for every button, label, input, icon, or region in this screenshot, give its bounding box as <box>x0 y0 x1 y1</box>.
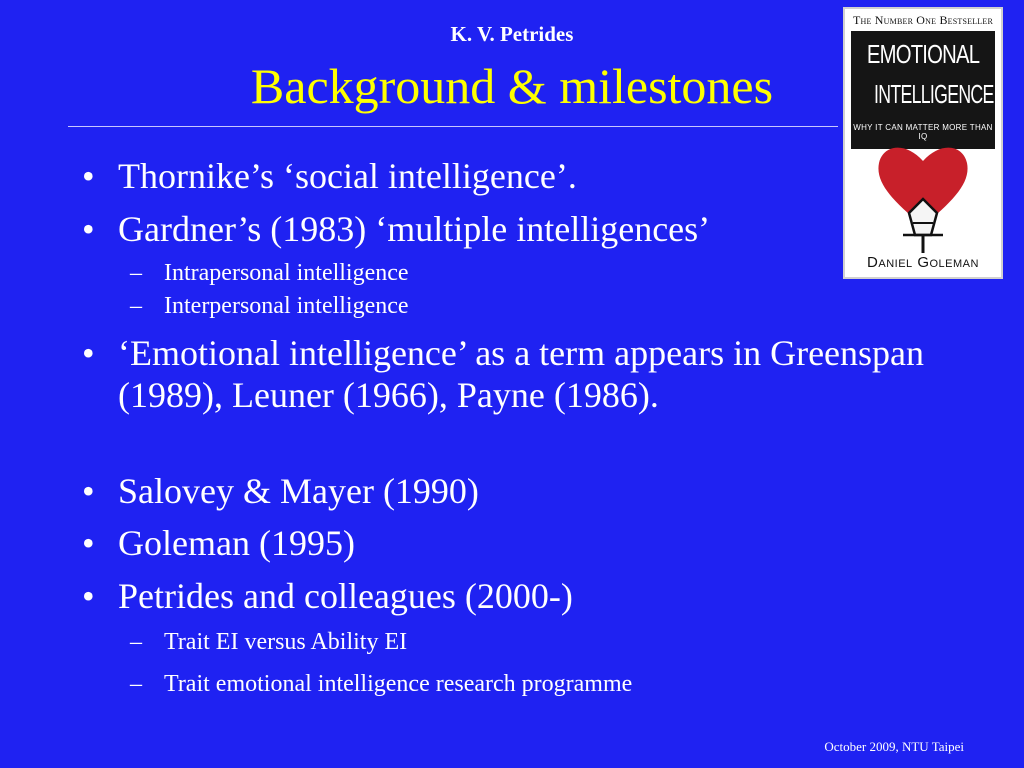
book-title-line1: EMOTIONAL <box>866 39 980 69</box>
footer-text: October 2009, NTU Taipei <box>824 739 964 754</box>
bullet-text: Salovey & Mayer (1990) <box>118 471 479 511</box>
book-subtitle: WHY IT CAN MATTER MORE THAN IQ <box>853 123 993 141</box>
bullet-text: Petrides and colleagues (2000-) <box>118 576 573 616</box>
author-label: K. V. Petrides <box>450 22 574 46</box>
bullet-item: • Petrides and colleagues (2000-) <box>82 576 573 616</box>
sub-bullet-item: – Interpersonal intelligence <box>130 293 409 319</box>
book-author: Daniel Goleman <box>867 254 979 271</box>
bullet-text: Gardner’s (1983) ‘multiple intelligences’ <box>118 209 711 249</box>
sub-bullet-text: Interpersonal intelligence <box>164 293 409 319</box>
slide-title: Background & milestones <box>250 58 774 114</box>
sub-bullet-text: Intrapersonal intelligence <box>164 260 409 286</box>
sub-bullet-item: – Trait EI versus Ability EI <box>130 629 408 655</box>
bullet-item: • Salovey & Mayer (1990) <box>82 471 479 511</box>
bullet-text: Goleman (1995) <box>118 523 355 563</box>
sub-bullet-text: Trait emotional intelligence research programme <box>164 671 633 697</box>
sub-bullet-text: Trait EI versus Ability EI <box>164 629 408 655</box>
bullet-item: • Gardner’s (1983) ‘multiple intelligences’ <box>82 209 711 249</box>
bullet-text: Thornike’s ‘social intelligence’. <box>118 156 577 196</box>
book-title-line2: INTELLIGENCE <box>874 79 994 109</box>
sub-bullet-item: – Intrapersonal intelligence <box>130 260 409 286</box>
bullet-item: • ‘Emotional intelligence’ as a term appears in Greenspan (1989), Leuner (1966), Payne (1986). <box>82 333 925 415</box>
bullet-item: • Thornike’s ‘social intelligence’. <box>82 156 577 196</box>
book-top-line: The Number One Bestseller <box>853 13 993 27</box>
bullet-item: • Goleman (1995) <box>82 523 355 563</box>
title-divider <box>68 126 838 127</box>
bullet-text: ‘Emotional intelligence’ as a term appears in Greenspan (1989), Leuner (1966), Payne (1986). <box>118 333 925 415</box>
sub-bullet-item: – Trait emotional intelligence research programme <box>130 671 633 697</box>
